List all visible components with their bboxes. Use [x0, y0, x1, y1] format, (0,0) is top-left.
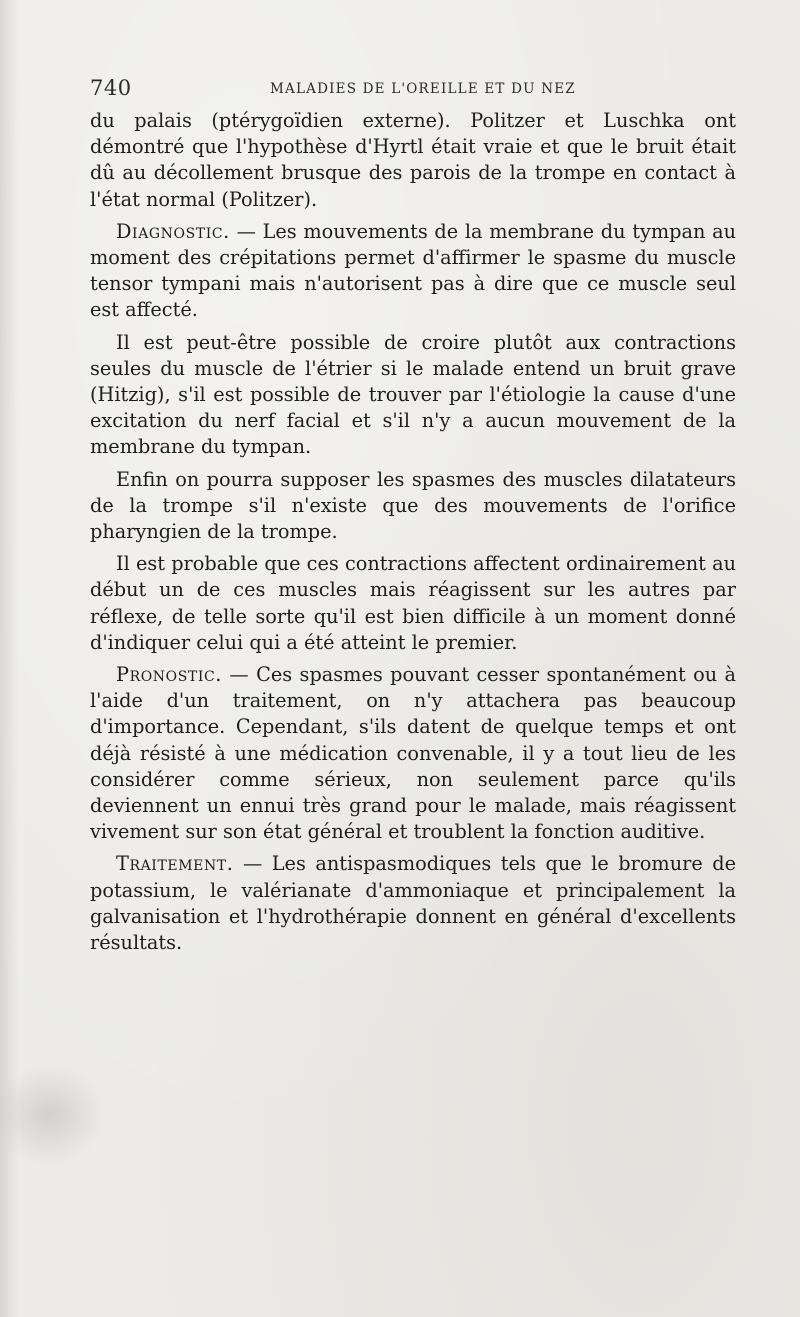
- paragraph-3: Il est peut-être possible de croire plutôt aux contractions seules du muscle de l'étrier si le malade entend un bruit grave (Hitzig), s'il est possible de trouver par l'étiologie la cause d'une excitation du nerf facial et s'il n'y a aucun mouvement de la membrane du tympan.: [90, 330, 736, 459]
- paragraph-diagnostic: [90, 219, 736, 324]
- ink-smudge: [0, 1060, 110, 1170]
- section-heading-pronostic: Pronostic.: [116, 663, 223, 687]
- paragraph-pronostic-text: — Ces spasmes pouvant cesser spontanément ou à l'aide d'un traitement, on n'y attachera pas beaucoup d'importance. Cependant, s'ils datent de quelque temps et ont déjà résisté à une médication convenable, il y a tout lieu de les considérer comme sérieux, non seulement parce qu'ils deviennent un ennui très grand pour le malade, mais réagissent vivement sur son état général et troublent la fonction auditive.: [90, 663, 736, 844]
- page-header: [90, 72, 736, 106]
- paragraph-traitement-text: — Les antispasmodiques tels que le bromure de potassium, le valérianate d'ammoniaque et principalement la galvanisation et l'hydrothérapie donnent en général d'excellents résultats.: [90, 852, 736, 955]
- page-body: [90, 108, 736, 962]
- paragraph-1: du palais (ptérygoïdien externe). Politzer et Luschka ont démontré que l'hypothèse d'Hyrtl était vraie et que le bruit était dû au décollement brusque des parois de la trompe en contact à l'état normal (Politzer).: [90, 109, 736, 211]
- paragraph-diagnostic-text: — Les mouvements de la membrane du tympan au moment des crépitations permet d'affirmer le spasme du muscle tensor tympani mais n'autorisent pas à dire que ce muscle seul est affecté.: [90, 219, 736, 322]
- running-head: MALADIES DE L'OREILLE ET DU NEZ: [270, 81, 576, 97]
- paragraph-4: Enfin on pourra supposer les spasmes des muscles dilatateurs de la trompe s'il n'existe que des mouvements de l'orifice pharyngien de la trompe.: [90, 467, 736, 544]
- section-heading-diagnostic: Diagnostic.: [116, 219, 230, 243]
- paragraph-pronostic: [90, 662, 736, 845]
- section-heading-traitement: Traitement.: [116, 852, 234, 876]
- paragraph-5: Il est probable que ces contractions affectent ordinairement au début un de ces muscles mais réagissent sur les autres par réflexe, de telle sorte qu'il est bien difficile à un moment donné d'indiquer celui qui a été atteint le premier.: [90, 552, 736, 654]
- paragraph-traitement: [90, 851, 736, 956]
- page-number: 740: [90, 76, 132, 100]
